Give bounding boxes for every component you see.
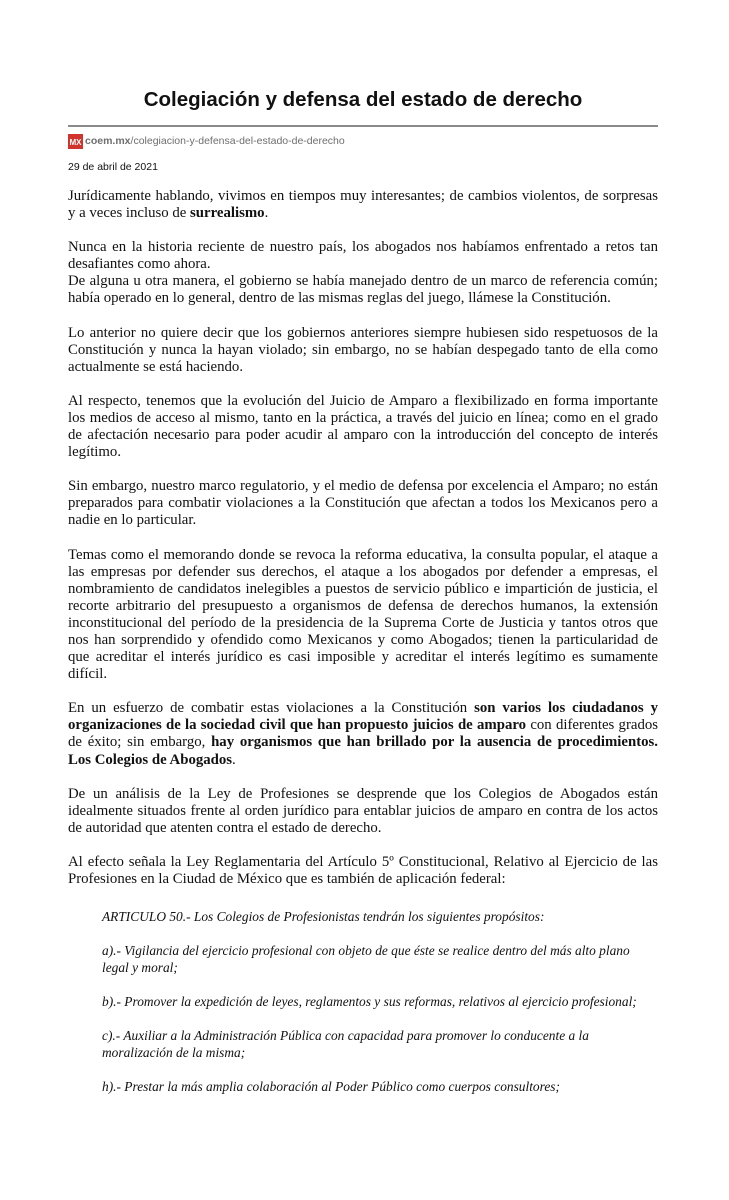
- law-quote: [68, 908, 658, 1095]
- quote-line: c).- Auxiliar a la Administración Pública con capacidad para promover lo conducente a la moralización de la misma;: [102, 1028, 589, 1061]
- paragraph-gap: [68, 683, 658, 700]
- quote-gap: [102, 976, 658, 993]
- site-logo-text: MX: [69, 137, 82, 147]
- paragraph-gap: [68, 308, 658, 325]
- paragraph-gap: [68, 530, 658, 547]
- quote-line: a).- Vigilancia del ejercicio profesional con objeto de que éste se realice dentro del más alto plano legal y moral;: [102, 943, 630, 976]
- paragraph-gap: [68, 769, 658, 786]
- paragraph: [68, 547, 658, 684]
- site-logo-icon: [68, 134, 83, 149]
- quote-gap: [102, 925, 658, 942]
- paragraph-text: Lo anterior no quiere decir que los gobiernos anteriores siempre hubiesen sido respetuosos de la Constitución y nunca la hayan violado; sin embargo, no se habían despegado tanto de ella como actualmente se está haciendo.: [68, 324, 658, 375]
- paragraph-text: Temas como el memorando donde se revoca la reforma educativa, la consulta popular, el ataque a las empresas por defender sus derechos, el ataque a los abogados por defender a empresas, el nombramiento de candidatos inelegibles a puestos de servicio público e impartición de justicia, el recorte arbitrario del presupuesto a organismos de defensa de derechos humanos, la extensión inconstitucional del período de la presidencia de la Suprema Corte de Justicia y tantos otros que nos han sorprendido y ofendido como Mexicanos y como Abogados; tienen la particularidad de que acreditar el interés jurídico es casi imposible y acreditar el interés legítimo es sumamente difícil.: [68, 546, 658, 683]
- paragraph-gap: [68, 837, 658, 854]
- paragraph-text: .: [232, 751, 236, 768]
- bold-text: surrealismo: [190, 205, 265, 222]
- paragraph: [68, 188, 658, 222]
- title-divider: [68, 125, 658, 127]
- paragraph-text: En un esfuerzo de combatir estas violaciones a la Constitución: [68, 700, 475, 717]
- paragraph-text: De un análisis de la Ley de Profesiones se desprende que los Colegios de Abogados están idealmente situados frente al orden jurídico para entablar juicios de amparo en contra de los actos de autoridad que atenten contra el estado de derecho.: [68, 785, 658, 836]
- paragraph: [68, 478, 658, 529]
- bold-text: hay organismos que han brillado por la ausencia de procedimientos. Los Colegios de Abogados: [68, 734, 658, 768]
- paragraph-text: con diferentes grados de éxito; sin embargo,: [68, 717, 658, 751]
- paragraph: [68, 239, 658, 273]
- article-body: [68, 188, 658, 1095]
- paragraph-gap: [68, 376, 658, 393]
- paragraph-text: .: [264, 205, 269, 222]
- quote-gap: [102, 1061, 658, 1078]
- source-path: /colegiacion-y-defensa-del-estado-de-derecho: [130, 135, 345, 147]
- paragraph-gap: [68, 461, 658, 478]
- paragraph-text: Nunca en la historia reciente de nuestro país, los abogados nos habíamos enfrentado a retos tan desafiantes como ahora.: [68, 239, 658, 273]
- bold-text: son varios los ciudadanos y organizaciones de la sociedad civil que han propuesto juicios de amparo: [68, 700, 658, 734]
- publication-date: 29 de abril de 2021: [68, 161, 158, 173]
- paragraph-gap: [68, 888, 658, 908]
- paragraph: [68, 854, 658, 888]
- paragraph-text: Al respecto, tenemos que la evolución del Juicio de Amparo a flexibilizado en forma importante los medios de acceso al mismo, tanto en la práctica, a través del juicio en línea; como en el grado de afectación necesario para poder acudir al amparo con la introducción del concepto de interés legítimo.: [68, 392, 658, 461]
- quote-line: ARTICULO 50.- Los Colegios de Profesionistas tendrán los siguientes propósitos:: [102, 909, 545, 925]
- source-domain: coem.mx: [85, 135, 131, 147]
- paragraph-text: Al efecto señala la Ley Reglamentaria del Artículo 5º Constitucional, Relativo al Ejercicio de las Profesiones en la Ciudad de México que es también de aplicación federal:: [68, 853, 658, 887]
- paragraph-text: De alguna u otra manera, el gobierno se había manejado dentro de un marco de referencia común; había operado en lo general, dentro de las mismas reglas del juego, llámese la Constitución.: [68, 273, 658, 307]
- paragraph: [68, 393, 658, 461]
- paragraph: [68, 786, 658, 837]
- source-line: [68, 133, 345, 149]
- paragraph: [68, 325, 658, 376]
- page-title: Colegiación y defensa del estado de derecho: [143, 88, 583, 111]
- paragraph-gap: [68, 222, 658, 239]
- paragraph: [68, 700, 658, 768]
- quote-gap: [102, 1010, 658, 1027]
- quote-line: h).- Prestar la más amplia colaboración al Poder Público como cuerpos consultores;: [102, 1079, 560, 1095]
- paragraph: [68, 273, 658, 307]
- quote-line: b).- Promover la expedición de leyes, reglamentos y sus reformas, relativos al ejercicio profesional;: [102, 994, 637, 1010]
- paragraph-text: Sin embargo, nuestro marco regulatorio, y el medio de defensa por excelencia el Amparo; no están preparados para combatir violaciones a la Constitución que afectan a todos los Mexicanos pero a nadie en lo particular.: [68, 478, 658, 529]
- paragraph-list: [68, 188, 658, 908]
- paragraph-text: Jurídicamente hablando, vivimos en tiempos muy interesantes; de cambios violentos, de sorpresas y a veces incluso de: [68, 188, 658, 222]
